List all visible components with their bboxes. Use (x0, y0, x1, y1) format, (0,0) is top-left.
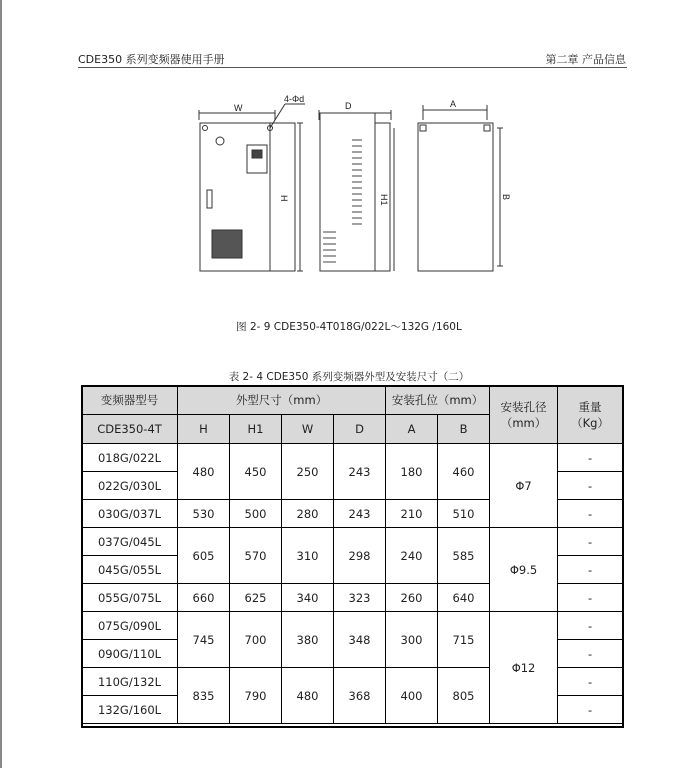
table-row (82, 444, 623, 472)
hole-diameter-cell: Φ12 (490, 612, 558, 724)
back-view-body (418, 123, 493, 271)
label-h1: H1 (379, 194, 389, 206)
label-holes: 4-Φd (284, 94, 305, 104)
cell-b: 805 (438, 668, 490, 724)
cell-h: 530 (178, 500, 230, 528)
col-h: H (178, 415, 230, 444)
weight-cell: - (558, 472, 623, 500)
cell-w: 250 (282, 444, 334, 500)
weight-cell: - (558, 668, 623, 696)
col-d: D (334, 415, 386, 444)
cell-b: 460 (438, 444, 490, 500)
weight-cell: - (558, 696, 623, 724)
col-a: A (386, 415, 438, 444)
cell-w: 380 (282, 612, 334, 668)
cell-d: 323 (334, 584, 386, 612)
weight-cell: - (558, 584, 623, 612)
cell-h1: 500 (230, 500, 282, 528)
side-view-body (320, 113, 375, 271)
cell-d: 243 (334, 500, 386, 528)
cell-a: 210 (386, 500, 438, 528)
model-cell: 090G/110L (82, 640, 178, 668)
model-cell: 045G/055L (82, 556, 178, 584)
model-cell: 110G/132L (82, 668, 178, 696)
mount-position-header: 安装孔位（mm） (386, 386, 490, 415)
cell-b: 510 (438, 500, 490, 528)
cell-a: 400 (386, 668, 438, 724)
cell-w: 340 (282, 584, 334, 612)
keypad-panel (247, 145, 267, 173)
hole-diameter-cell: Φ7 (490, 444, 558, 528)
weight-cell: - (558, 444, 623, 472)
warning-label (212, 230, 242, 258)
col-w: W (282, 415, 334, 444)
table-caption: 表 2- 4 CDE350 系列变频器外型及安装尺寸（二） (228, 371, 470, 383)
model-cell: 132G/160L (82, 696, 178, 724)
cell-w: 480 (282, 668, 334, 724)
cell-h1: 700 (230, 612, 282, 668)
brand-logo (216, 137, 224, 145)
cell-d: 243 (334, 444, 386, 500)
outline-size-header: 外型尺寸（mm） (178, 386, 386, 415)
cell-a: 260 (386, 584, 438, 612)
model-cell: 037G/045L (82, 528, 178, 556)
weight-cell: - (558, 640, 623, 668)
cell-h1: 790 (230, 668, 282, 724)
cell-h: 745 (178, 612, 230, 668)
label-w: W (234, 103, 243, 113)
hole-diameter-cell: Φ9.5 (490, 528, 558, 612)
weight-header: 重量 （Kg） (558, 386, 623, 444)
model-cell: 018G/022L (82, 444, 178, 472)
col-h1: H1 (230, 415, 282, 444)
header-manual-title: CDE350 系列变频器使用手册 (78, 53, 225, 66)
cell-b: 640 (438, 584, 490, 612)
hole-diameter-header: 安装孔径 （mm） (490, 386, 558, 444)
model-cell: 055G/075L (82, 584, 178, 612)
model-cell: 075G/090L (82, 612, 178, 640)
dimension-drawing (0, 0, 698, 330)
keypad-display (252, 150, 262, 158)
cell-h: 480 (178, 444, 230, 500)
cell-a: 240 (386, 528, 438, 584)
label-a: A (450, 99, 457, 109)
cell-d: 348 (334, 612, 386, 668)
label-h: H (279, 195, 289, 202)
table-row (82, 528, 623, 556)
cell-a: 300 (386, 612, 438, 668)
holes-leader (270, 104, 285, 128)
cell-b: 585 (438, 528, 490, 584)
label-d: D (345, 101, 352, 111)
model-header: 变频器型号 (82, 386, 178, 415)
cell-h1: 625 (230, 584, 282, 612)
model-cell: 022G/030L (82, 472, 178, 500)
cell-b: 715 (438, 612, 490, 668)
cell-h1: 570 (230, 528, 282, 584)
col-b: B (438, 415, 490, 444)
figure-caption: 图 2- 9 CDE350-4T018G/022L～132G /160L (236, 321, 462, 333)
table-row (82, 612, 623, 640)
cell-d: 298 (334, 528, 386, 584)
model-cell: 030G/037L (82, 500, 178, 528)
cell-h: 660 (178, 584, 230, 612)
cell-h: 605 (178, 528, 230, 584)
weight-cell: - (558, 612, 623, 640)
cell-h1: 450 (230, 444, 282, 500)
cell-d: 368 (334, 668, 386, 724)
mount-hole-icon (203, 126, 208, 131)
cell-h: 835 (178, 668, 230, 724)
label-b: B (501, 194, 511, 201)
cell-w: 310 (282, 528, 334, 584)
weight-cell: - (558, 556, 623, 584)
model-series-header: CDE350-4T (82, 415, 178, 444)
cell-w: 280 (282, 500, 334, 528)
weight-cell: - (558, 528, 623, 556)
weight-cell: - (558, 500, 623, 528)
cell-a: 180 (386, 444, 438, 500)
dimension-table (81, 385, 623, 724)
front-slot (207, 190, 212, 208)
header-chapter-title: 第二章 产品信息 (545, 53, 626, 66)
